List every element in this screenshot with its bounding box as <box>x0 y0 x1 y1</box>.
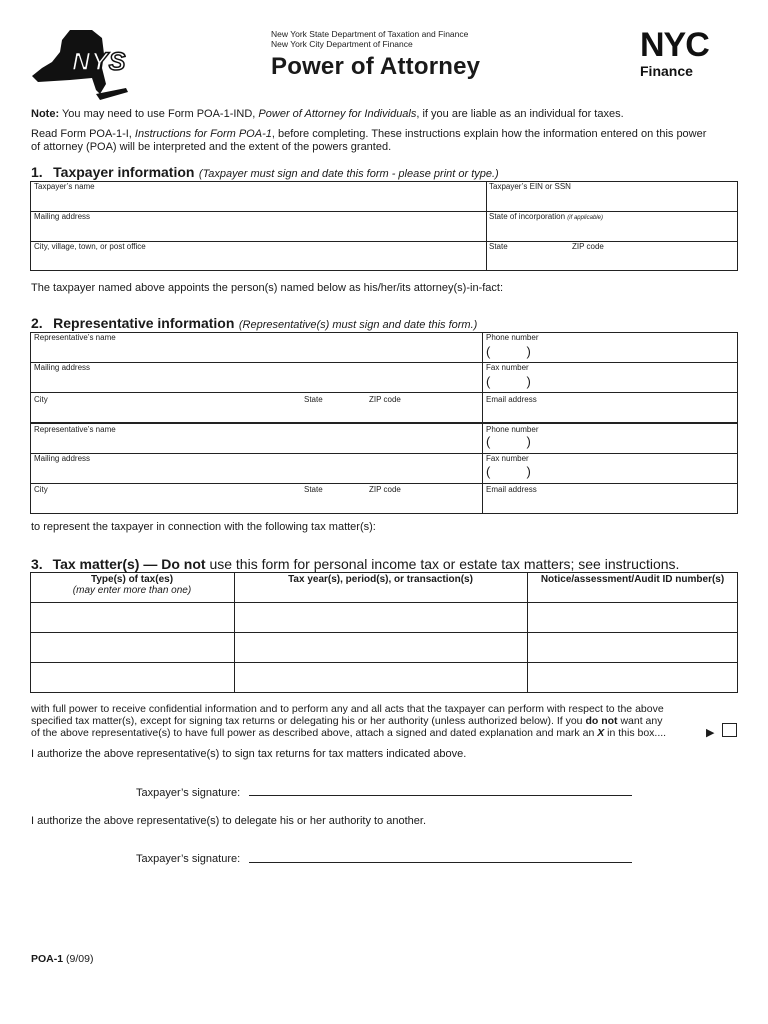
section3-heading <box>31 556 679 572</box>
taxpayer-signature-label-2: Taxpayer’s signature: <box>136 853 241 865</box>
section2-heading <box>31 315 477 333</box>
table-row-1-type[interactable] <box>31 603 233 632</box>
powers-line1: with full power to receive confidential information and to perform any and all acts that the taxpayer can perform with respect to the above <box>31 703 664 715</box>
powers-line2 <box>31 715 743 727</box>
agency-line-2: New York City Department of Finance <box>271 39 413 49</box>
state-incorporation-label: State of incorporation <box>489 212 566 221</box>
rep2-zip-field[interactable]: ZIP code <box>369 485 401 494</box>
nys-logo-text: NYS <box>72 48 127 76</box>
section1-number: 1. <box>31 164 43 180</box>
authorize-sign-returns-text: I authorize the above representative(s) to sign tax returns for tax matters indicated above. <box>31 748 467 760</box>
authorize-delegate-text: I authorize the above representative(s) to delegate his or her authority to another. <box>31 815 427 827</box>
intro-read <box>31 128 743 154</box>
rep1-state-field[interactable]: State <box>304 395 323 404</box>
section2-number: 2. <box>31 315 43 331</box>
taxpayer-zip-field[interactable]: ZIP code <box>572 242 604 251</box>
taxpayer-state-field[interactable]: State <box>489 242 508 251</box>
represent-text: to represent the taxpayer in connection with the following tax matter(s): <box>31 521 376 533</box>
taxpayer-signature-line-2[interactable] <box>249 862 632 863</box>
table-row-2-year[interactable] <box>235 633 526 662</box>
if-applicable-label: (if applicable) <box>567 215 603 221</box>
powers-line3 <box>31 727 743 739</box>
rep1-city-field[interactable]: City <box>34 395 48 404</box>
taxpayer-signature-line-1[interactable] <box>249 795 632 796</box>
table-row-2-type[interactable] <box>31 633 233 662</box>
rep1-fax-field[interactable]: Fax number <box>486 363 529 372</box>
rep1-mailing-address-field[interactable]: Mailing address <box>34 363 91 372</box>
section2-title: Representative information <box>53 315 235 331</box>
section3-title: Tax matter(s) — Do not <box>52 556 206 572</box>
rep1-name-field[interactable]: Representative’s name <box>34 333 116 342</box>
section1-title: Taxpayer information <box>53 164 195 180</box>
section3-warning: use this form for personal income tax or estate tax matters; see instructions. <box>205 556 680 572</box>
powers-line2-part2: want any <box>617 715 663 727</box>
nyc-logo-text: NYC <box>640 26 709 64</box>
powers-line3-part1: of the above representative(s) to have full power as described above, attach a signed and dated explanation and mark an <box>31 727 598 739</box>
powers-do-not: do not <box>585 715 618 727</box>
rep2-phone-field[interactable]: Phone number <box>486 425 539 434</box>
col-header-tax-type <box>30 574 234 596</box>
powers-paragraph <box>31 703 743 739</box>
table-row-1-notice[interactable] <box>528 603 737 632</box>
taxpayer-signature-label-1: Taxpayer’s signature: <box>136 787 241 799</box>
form-id <box>31 953 93 965</box>
read-form-name: Instructions for Form POA-1 <box>134 128 272 140</box>
rep1-fax-area-code: ( ) <box>486 374 531 389</box>
taxpayer-mailing-address-field[interactable]: Mailing address <box>34 212 91 221</box>
rep2-state-field[interactable]: State <box>304 485 323 494</box>
limit-powers-checkbox[interactable] <box>722 723 737 737</box>
note-label: Note: <box>31 108 60 120</box>
nyc-finance-text: Finance <box>640 63 693 79</box>
col-header-tax-type-label: Type(s) of tax(es) <box>90 574 174 585</box>
taxpayer-city-field[interactable]: City, village, town, or post office <box>34 242 146 251</box>
table-row-3-type[interactable] <box>31 663 233 692</box>
form-date: (9/09) <box>63 953 94 965</box>
rep1-phone-field[interactable]: Phone number <box>486 333 539 342</box>
section1-note: (Taxpayer must sign and date this form - please print or type.) <box>198 168 499 180</box>
table-row-3-notice[interactable] <box>528 663 737 692</box>
section1-heading <box>31 164 499 182</box>
nys-logo <box>30 28 136 108</box>
rep1-phone-area-code: ( ) <box>486 344 531 359</box>
rep2-name-field[interactable]: Representative’s name <box>34 425 116 434</box>
table-row-3-year[interactable] <box>235 663 526 692</box>
rep2-email-field[interactable]: Email address <box>486 485 537 494</box>
read-part2: , before completing. These instructions explain how the information entered on this power <box>271 128 707 140</box>
col-header-tax-type-sub: (may enter more than one) <box>72 585 192 596</box>
arrow-icon: ▶ <box>706 727 715 739</box>
rep1-zip-field[interactable]: ZIP code <box>369 395 401 404</box>
powers-x-mark: X <box>597 727 605 739</box>
nyc-finance-logo <box>640 28 740 84</box>
appoints-text: The taxpayer named above appoints the person(s) named below as his/her/its attorney(s)-in-fact: <box>31 282 504 294</box>
page-title: Power of Attorney <box>271 53 481 80</box>
state-incorporation-field[interactable] <box>489 212 603 221</box>
rep2-fax-field[interactable]: Fax number <box>486 454 529 463</box>
section2-note: (Representative(s) must sign and date this form.) <box>238 319 478 331</box>
table-row-1-year[interactable] <box>235 603 526 632</box>
powers-line2-part1: specified tax matter(s), except for signing tax returns or delegating his or her authority (unless authorized below). If you <box>31 715 586 727</box>
taxpayer-ein-field[interactable]: Taxpayer’s EIN or SSN <box>489 182 571 191</box>
read-part1: Read Form POA-1-I, <box>31 128 135 140</box>
rep2-city-field[interactable]: City <box>34 485 48 494</box>
rep1-email-field[interactable]: Email address <box>486 395 537 404</box>
taxpayer-name-field[interactable]: Taxpayer’s name <box>34 182 95 191</box>
intro-note <box>31 108 741 121</box>
col-header-tax-year: Tax year(s), period(s), or transaction(s) <box>288 574 473 585</box>
section3-number: 3. <box>31 556 43 572</box>
agency-line-1: New York State Department of Taxation and Finance <box>271 29 469 39</box>
powers-line3-part2: in this box.... <box>604 727 667 739</box>
table-row-2-notice[interactable] <box>528 633 737 662</box>
rep2-mailing-address-field[interactable]: Mailing address <box>34 454 91 463</box>
col-header-notice-id: Notice/assessment/Audit ID number(s) <box>540 574 725 585</box>
note-part1: You may need to use Form POA-1-IND, <box>59 108 259 120</box>
taxpayer-info-box <box>30 181 738 271</box>
rep2-fax-area-code: ( ) <box>486 464 531 479</box>
note-form-name: Power of Attorney for Individuals <box>258 108 417 120</box>
form-number: POA-1 <box>31 953 64 965</box>
read-line2: of attorney (POA) will be interpreted and the extent of the powers granted. <box>31 141 392 153</box>
note-part2: , if you are liable as an individual for taxes. <box>416 108 624 120</box>
rep2-phone-area-code: ( ) <box>486 434 531 449</box>
